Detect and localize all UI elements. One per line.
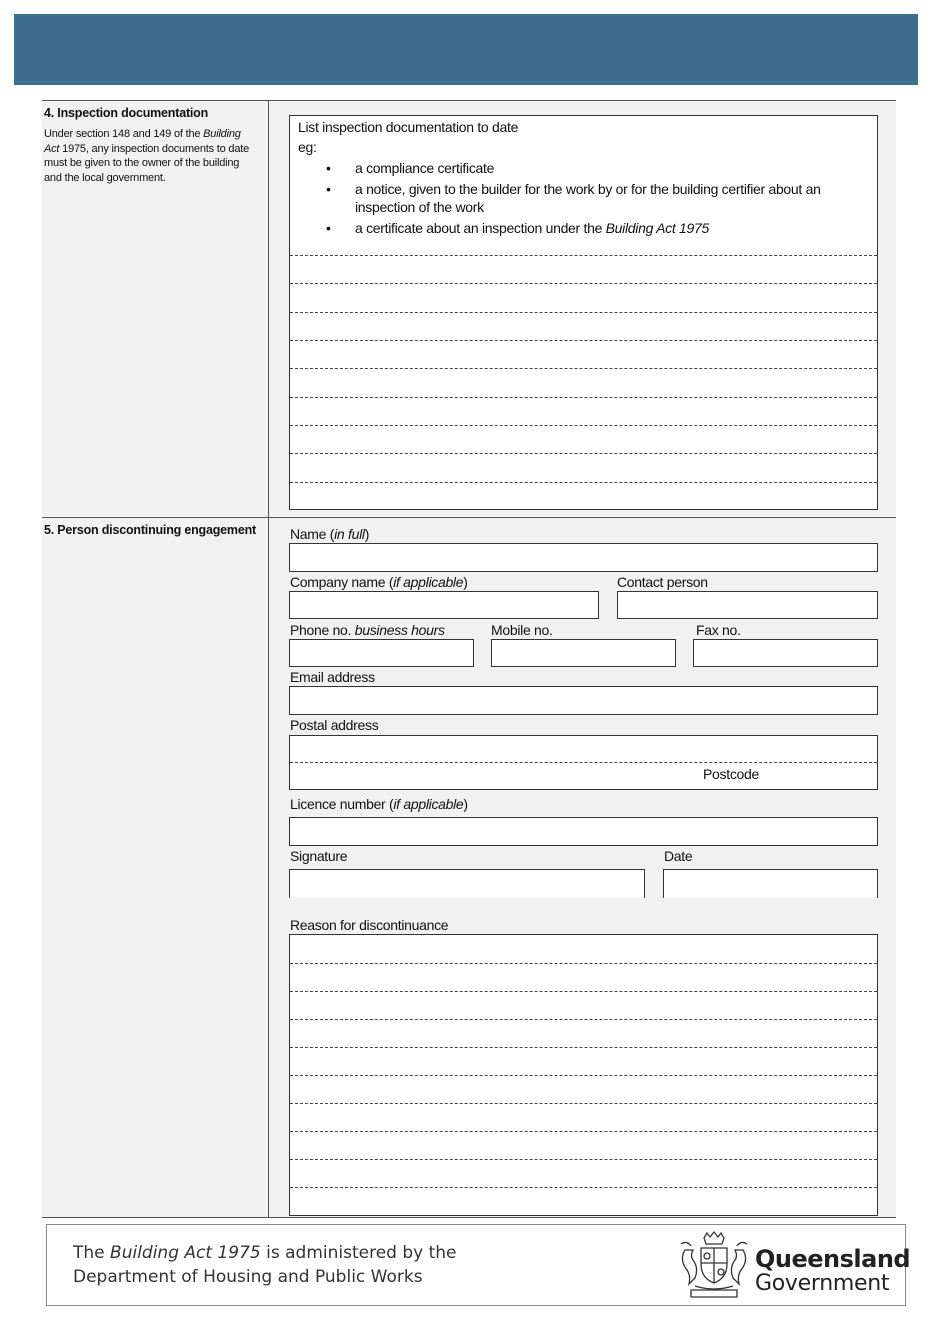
writing-line — [290, 1075, 877, 1076]
writing-line — [290, 368, 877, 369]
brand-queensland: Queensland — [755, 1245, 911, 1273]
postal-address-field[interactable] — [289, 735, 878, 790]
postal-address-label: Postal address — [290, 717, 379, 733]
contact-person-label: Contact person — [617, 574, 708, 590]
writing-line — [290, 1187, 877, 1188]
phone-field[interactable] — [289, 639, 474, 667]
list-item: • a certificate about an inspection under the Building Act 1975 — [298, 219, 838, 237]
signature-label: Signature — [290, 848, 348, 864]
header-band — [14, 14, 918, 85]
postcode-label: Postcode — [703, 766, 759, 782]
writing-line — [290, 255, 877, 256]
writing-line — [290, 425, 877, 426]
date-field[interactable] — [663, 869, 878, 898]
example-list — [298, 159, 838, 240]
writing-line — [290, 1047, 877, 1048]
email-label: Email address — [290, 669, 375, 685]
writing-line — [290, 283, 877, 284]
company-name-label: Company name (if applicable) — [290, 574, 468, 590]
signature-field[interactable] — [289, 869, 645, 898]
date-label: Date — [664, 848, 693, 864]
writing-line — [290, 963, 877, 964]
table-top-rule — [42, 100, 896, 101]
section5-label-cell — [42, 518, 268, 1217]
section4-note: Under section 148 and 149 of the Building Act 1975, any inspection documents to date must be given to the owner of the building and the local government. — [44, 128, 250, 184]
writing-line — [290, 453, 877, 454]
footer-line-1: The Building Act 1975 is administered by the — [73, 1243, 457, 1263]
writing-line — [290, 1131, 877, 1132]
writing-line — [290, 1019, 877, 1020]
table-bottom-rule — [42, 1217, 896, 1218]
coat-of-arms-icon — [677, 1230, 751, 1302]
phone-label: Phone no. business hours — [290, 622, 445, 638]
writing-line — [290, 482, 877, 483]
brand-government: Government — [755, 1271, 890, 1296]
contact-person-field[interactable] — [617, 591, 878, 619]
section-divider-rule — [42, 517, 896, 518]
reason-label: Reason for discontinuance — [290, 917, 449, 933]
writing-line — [290, 762, 877, 763]
column-divider — [268, 100, 269, 1218]
footer-statement — [73, 1241, 457, 1289]
email-field[interactable] — [289, 686, 878, 715]
list-item: • a notice, given to the builder for the work by or for the building certifier about an inspection of the work — [298, 180, 838, 216]
company-name-field[interactable] — [289, 591, 599, 619]
writing-line — [290, 312, 877, 313]
list-instruction: List inspection documentation to date — [298, 119, 519, 135]
writing-line — [290, 397, 877, 398]
licence-number-field[interactable] — [289, 817, 878, 846]
mobile-field[interactable] — [491, 639, 676, 667]
section4-title: 4. Inspection documentation — [44, 106, 209, 120]
fax-label: Fax no. — [696, 622, 741, 638]
footer-line-2: Department of Housing and Public Works — [73, 1267, 423, 1287]
writing-line — [290, 1159, 877, 1160]
eg-label: eg: — [298, 139, 317, 155]
reason-for-discontinuance-box[interactable] — [289, 934, 878, 1216]
fax-field[interactable] — [693, 639, 878, 667]
writing-line — [290, 1103, 877, 1104]
section5-title: 5. Person discontinuing engagement — [44, 523, 256, 537]
footer-box — [46, 1224, 911, 1306]
name-label: Name (in full) — [290, 526, 370, 542]
list-item: • a compliance certificate — [298, 159, 838, 177]
writing-line — [290, 991, 877, 992]
inspection-documentation-box[interactable] — [289, 115, 878, 510]
writing-line — [290, 340, 877, 341]
mobile-label: Mobile no. — [491, 622, 553, 638]
licence-number-label: Licence number (if applicable) — [290, 796, 468, 812]
name-field[interactable] — [289, 543, 878, 572]
